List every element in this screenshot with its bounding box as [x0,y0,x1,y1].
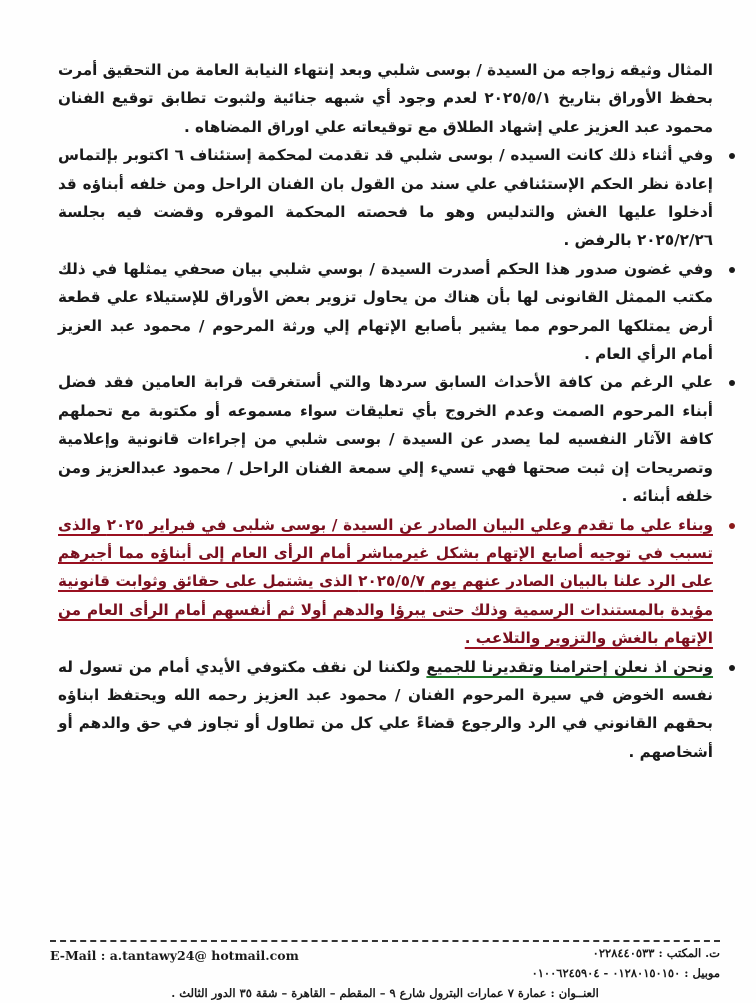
paragraph-text: ولكننا لن نقف مكتوفي الأيدي أمام من تسول له نفسه الخوض في سيرة المرحوم الفنان / محمود عبد العزيز رحمه الله ويحتفظ ابناؤه بحقهم القانوني في الرد والرجوع قضاءً علي كل من تطاول أو تجاوز في حق والدهم أو أشخاصهم . [58,657,713,761]
bullet-icon [729,380,735,386]
mobile-phone: موبيل : ٠١٢٨٠١٥٠١٥٠ - ٠١٠٠٦٢٤٥٩٠٤ [531,966,720,980]
bullet-icon [729,523,735,529]
paragraph-text: وفي أثناء ذلك كانت السيده / بوسى شلبي قد تقدمت لمحكمة إستئناف ٦ اكتوبر بإلتماس إعادة نظر الحكم الإستئنافي علي سند من القول بان الفنان الراحل ومن خلفه أبناؤه قد أدخلوا عليها الغش والتدليس وهو ما فحصته المحكمة الموقره وقضت فيه بجلسة ٢٠٢٥/٢/٢٦ بالرفض . [58,146,714,250]
bullet-icon [729,665,735,671]
bullet-icon [729,267,735,273]
paragraph-press-statement [58,255,713,369]
bullet-icon [729,153,735,159]
office-phone: ت. المكتب : ٠٢٢٨٤٤٠٥٣٣ [592,946,720,960]
paragraph-highlighted-response [58,511,713,653]
paragraph-text: علي الرغم من كافة الأحداث السابق سردها والتي أستغرقت قرابة العامين فقد فضل أبناء المرحوم الصمت وعدم الخروج بأي تعليقات سواء مسموعه أو مكتوبة مع تحملهم كافة الآثار النفسيه لما يصدر عن السيدة / بوسى شلبي من إجراءات قانونية وإعلامية وتصريحات إن ثبت صحتها فهي تسيء إلي سمعة الفنان الراحل / محمود عبدالعزيز ومن خلفه أبنائه . [58,373,713,506]
footer-divider [50,940,720,942]
paragraph-appeal [58,141,713,255]
office-address: العنــوان : عمارة ٧ عمارات البترول شارع ٩ – المقطم – القاهرة – شقة ٣٥ الدور الثالث . [171,986,599,1000]
paragraph-silence [58,368,713,510]
paragraph-closing [58,653,713,767]
paragraph-text: المثال وثيقه زواجه من السيدة / بوسى شلبي وبعد إنتهاء النيابة العامة من التحقيق أمرت بحفظ الأوراق بتاريخ ٢٠٢٥/٥/١ لعدم وجود أي شبهه جنائية ولثبوت تطابق توقيع الفنان محمود عبد العزيز علي إشهاد الطلاق مع توقيعاته علي اوراق المضاهاه . [58,61,713,136]
document-body [58,56,713,766]
paragraph-intro [58,56,713,141]
email-address: E-Mail : a.tantawy24@ hotmail.com [50,948,299,963]
paragraph-text: وفي غضون صدور هذا الحكم أصدرت السيدة / بوسي شلبي بيان صحفي يمثلها في ذلك مكتب الممثل القانونى لها بأن هناك من يحاول تزوير بعض الأوراق للإستيلاء علي قطعة أرض يمتلكها المرحوم مما يشير بأصابع الإتهام إلي ورثة المرحوم / محمود عبد العزيز أمام الرأي العام . [58,259,713,364]
underlined-phrase: ونحن اذ نعلن إحترامنا وتقديرنا للجميع [426,657,714,676]
paragraph-text: وبناء علي ما تقدم وعلي البيان الصادر عن السيدة / بوسى شلبى في فبراير ٢٠٢٥ والذى تسبب في توجيه أصابع الإتهام بشكل غيرمباشر أمام الرأى العام إلى أبناؤه مما أجبرهم على الرد علنا بالبيان الصادر عنهم يوم ٢٠٢٥/٥/٧ الذى يشتمل على حقائق وثوابت قانونية مؤيدة بالمستندات الرسمية وذلك حتى يبرؤا والدهم أولا ثم أنفسهم أمام الرأى العام من الإتهام بالغش والتزوير والتلاعب . [58,515,714,648]
